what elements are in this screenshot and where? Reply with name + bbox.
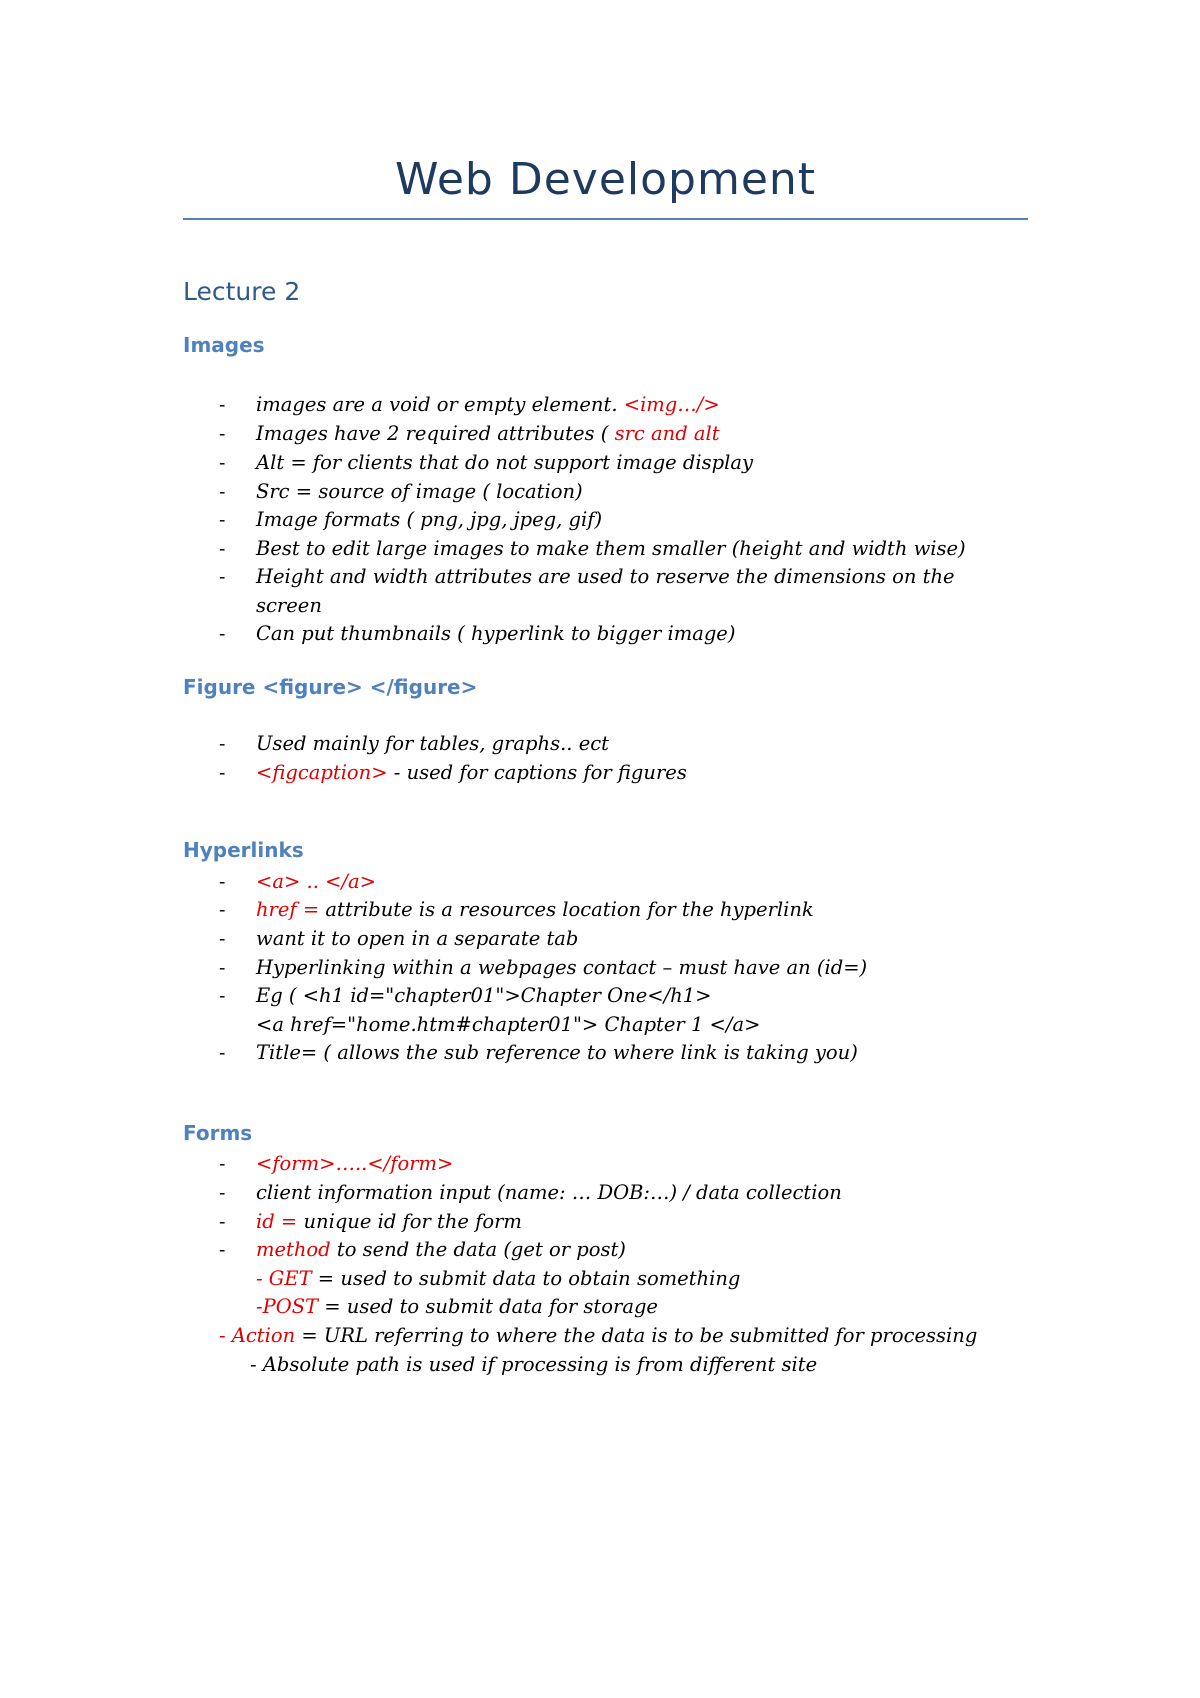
bullet-dash: -: [219, 1153, 226, 1175]
bullet-dash: -: [219, 394, 226, 416]
list-item: Height and width attributes are used to reserve the dimensions on the: [256, 565, 955, 588]
list-item: Eg ( <h1 id="chapter01">Chapter One</h1>: [256, 984, 712, 1007]
bullet-dash: -: [219, 899, 226, 921]
images-heading: Images: [183, 333, 265, 357]
list-item: client information input (name: … DOB:…) / data collection: [256, 1181, 842, 1204]
bullet-dash: -: [219, 733, 226, 755]
figure-heading: Figure <figure> </figure>: [183, 675, 478, 699]
list-item: Best to edit large images to make them smaller (height and width wise): [256, 537, 966, 560]
bullet-dash: -: [219, 538, 226, 560]
list-item: Hyperlinking within a webpages contact – must have an (id=): [256, 956, 868, 979]
list-item-continuation: <a href="home.htm#chapter01"> Chapter 1 </a>: [256, 1013, 761, 1036]
hyperlinks-heading: Hyperlinks: [183, 838, 304, 862]
sub-line: - GET = used to submit data to obtain something: [256, 1267, 741, 1290]
list-item: <figcaption> - used for captions for figures: [256, 761, 687, 784]
bullet-dash: -: [219, 423, 226, 445]
bullet-dash: -: [219, 957, 226, 979]
bullet-dash: -: [219, 509, 226, 531]
sub-line: -POST = used to submit data for storage: [256, 1295, 658, 1318]
list-item: Src = source of image ( location): [256, 480, 583, 503]
bullet-dash: -: [219, 1182, 226, 1204]
list-item: <form>…..</form>: [256, 1152, 454, 1175]
list-item: <a> .. </a>: [256, 870, 376, 893]
list-item: images are a void or empty element. <img…/>: [256, 393, 720, 416]
lecture-heading: Lecture 2: [183, 277, 301, 306]
bullet-dash: -: [219, 1211, 226, 1233]
list-item: Image formats ( png, jpg, jpeg, gif): [256, 508, 603, 531]
document-title: Web Development: [394, 154, 817, 205]
list-item: method to send the data (get or post): [256, 1238, 626, 1261]
list-item: want it to open in a separate tab: [256, 927, 579, 950]
list-item: href = attribute is a resources location for the hyperlink: [256, 898, 814, 921]
bullet-dash: -: [219, 928, 226, 950]
bullet-dash: -: [219, 871, 226, 893]
bullet-dash: -: [219, 452, 226, 474]
forms-heading: Forms: [183, 1121, 253, 1145]
list-item: Used mainly for tables, graphs.. ect: [256, 732, 609, 755]
bullet-dash: -: [219, 985, 226, 1007]
bullet-dash: -: [219, 623, 226, 645]
list-item: Title= ( allows the sub reference to where link is taking you): [256, 1041, 858, 1064]
bullet-dash: -: [219, 1042, 226, 1064]
title-underline: [183, 218, 1028, 220]
list-item: Alt = for clients that do not support image display: [256, 451, 754, 474]
sub-line: - Action = URL referring to where the data is to be submitted for processing: [219, 1324, 978, 1347]
list-item: Can put thumbnails ( hyperlink to bigger image): [256, 622, 736, 645]
sub-line: - Absolute path is used if processing is from different site: [250, 1353, 818, 1376]
bullet-dash: -: [219, 1239, 226, 1261]
list-item: id = unique id for the form: [256, 1210, 522, 1233]
bullet-dash: -: [219, 762, 226, 784]
list-item: Images have 2 required attributes ( src and alt: [256, 422, 720, 445]
bullet-dash: -: [219, 481, 226, 503]
list-item-continuation: screen: [256, 594, 322, 617]
bullet-dash: -: [219, 566, 226, 588]
